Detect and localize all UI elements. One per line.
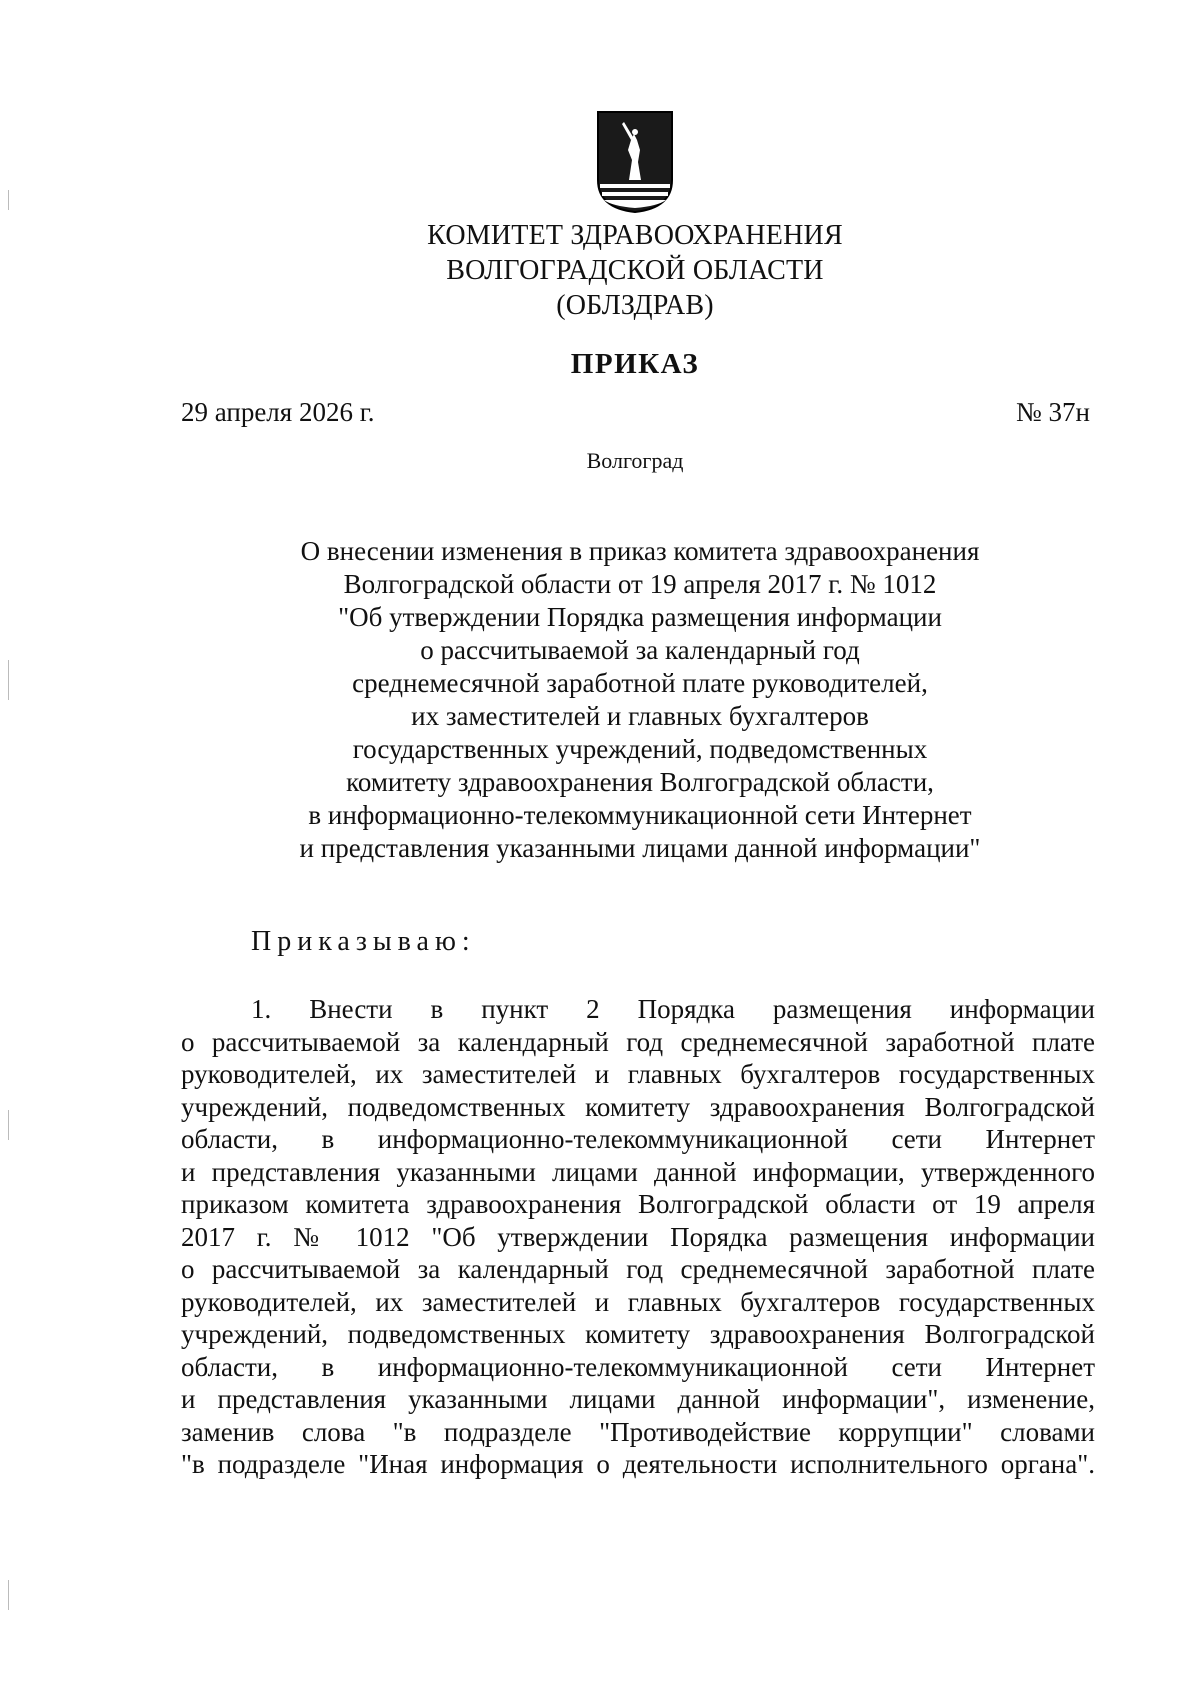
paragraph-line: 1. Внести в пункт 2 Порядка размещения информации xyxy=(251,994,1095,1024)
subject-line: "Об утверждении Порядка размещения информации xyxy=(338,602,942,632)
paragraph-line: учреждений, подведомственных комитету здравоохранения Волгоградской xyxy=(181,1319,1095,1349)
organization-name-line: КОМИТЕТ ЗДРАВООХРАНЕНИЯ xyxy=(427,220,843,251)
order-directive-word: Приказываю: xyxy=(251,926,476,957)
document-city: Волгоград xyxy=(586,448,684,473)
document-type-title: ПРИКАЗ xyxy=(570,348,700,380)
subject-line: о рассчитываемой за календарный год xyxy=(420,635,860,665)
order-paragraph-1 xyxy=(181,993,1095,1481)
document-date: 29 апреля 2026 г. xyxy=(181,397,375,427)
paragraph-line: руководителей, их заместителей и главных бухгалтеров государственных xyxy=(181,1286,1095,1317)
paragraph-line: 2017 г. № 1012 "Об утверждении Порядка размещения информации xyxy=(181,1221,1095,1252)
subject-line: среднемесячной заработной плате руководителей, xyxy=(352,668,928,698)
paragraph-line: заменив слова "в подразделе "Противодействие коррупции" словами xyxy=(181,1416,1095,1447)
scan-edge-mark xyxy=(8,660,9,700)
subject-line: их заместителей и главных бухгалтеров xyxy=(411,701,869,731)
organization-region-line: ВОЛГОГРАДСКОЙ ОБЛАСТИ xyxy=(446,255,824,286)
paragraph-line: области, в информационно-телекоммуникационной сети Интернет xyxy=(181,1124,1095,1154)
paragraph-line: руководителей, их заместителей и главных бухгалтеров государственных xyxy=(181,1059,1095,1089)
subject-line: Волгоградской области от 19 апреля 2017 г. № 1012 xyxy=(343,569,937,599)
organization-abbreviation: (ОБЛЗДРАВ) xyxy=(556,290,714,321)
scan-edge-mark xyxy=(8,1110,9,1140)
paragraph-line: учреждений, подведомственных комитету здравоохранения Волгоградской xyxy=(181,1091,1095,1122)
paragraph-line: и представления указанными лицами данной информации, утвержденного xyxy=(181,1156,1095,1187)
subject-line: государственных учреждений, подведомственных xyxy=(352,734,928,764)
volgograd-coat-of-arms-emblem xyxy=(596,110,674,214)
paragraph-line: приказом комитета здравоохранения Волгоградской области от 19 апреля xyxy=(181,1189,1095,1219)
subject-line: в информационно-телекоммуникационной сети Интернет xyxy=(308,800,972,830)
subject-line: комитету здравоохранения Волгоградской области, xyxy=(346,767,934,797)
paragraph-line: о рассчитываемой за календарный год среднемесячной заработной плате xyxy=(181,1026,1095,1057)
paragraph-line: и представления указанными лицами данной информации", изменение, xyxy=(181,1384,1095,1414)
paragraph-line: о рассчитываемой за календарный год среднемесячной заработной плате xyxy=(181,1254,1095,1284)
scan-edge-mark xyxy=(8,190,9,210)
document-number: № 37н xyxy=(1016,397,1090,427)
paragraph-line: области, в информационно-телекоммуникационной сети Интернет xyxy=(181,1351,1095,1382)
paragraph-line: "в подразделе "Иная информация о деятельности исполнительного органа". xyxy=(181,1449,1095,1479)
subject-line: и представления указанными лицами данной информации" xyxy=(299,833,981,863)
scan-edge-mark xyxy=(8,1580,9,1610)
subject-line: О внесении изменения в приказ комитета здравоохранения xyxy=(300,536,980,566)
order-subject xyxy=(230,535,1050,865)
